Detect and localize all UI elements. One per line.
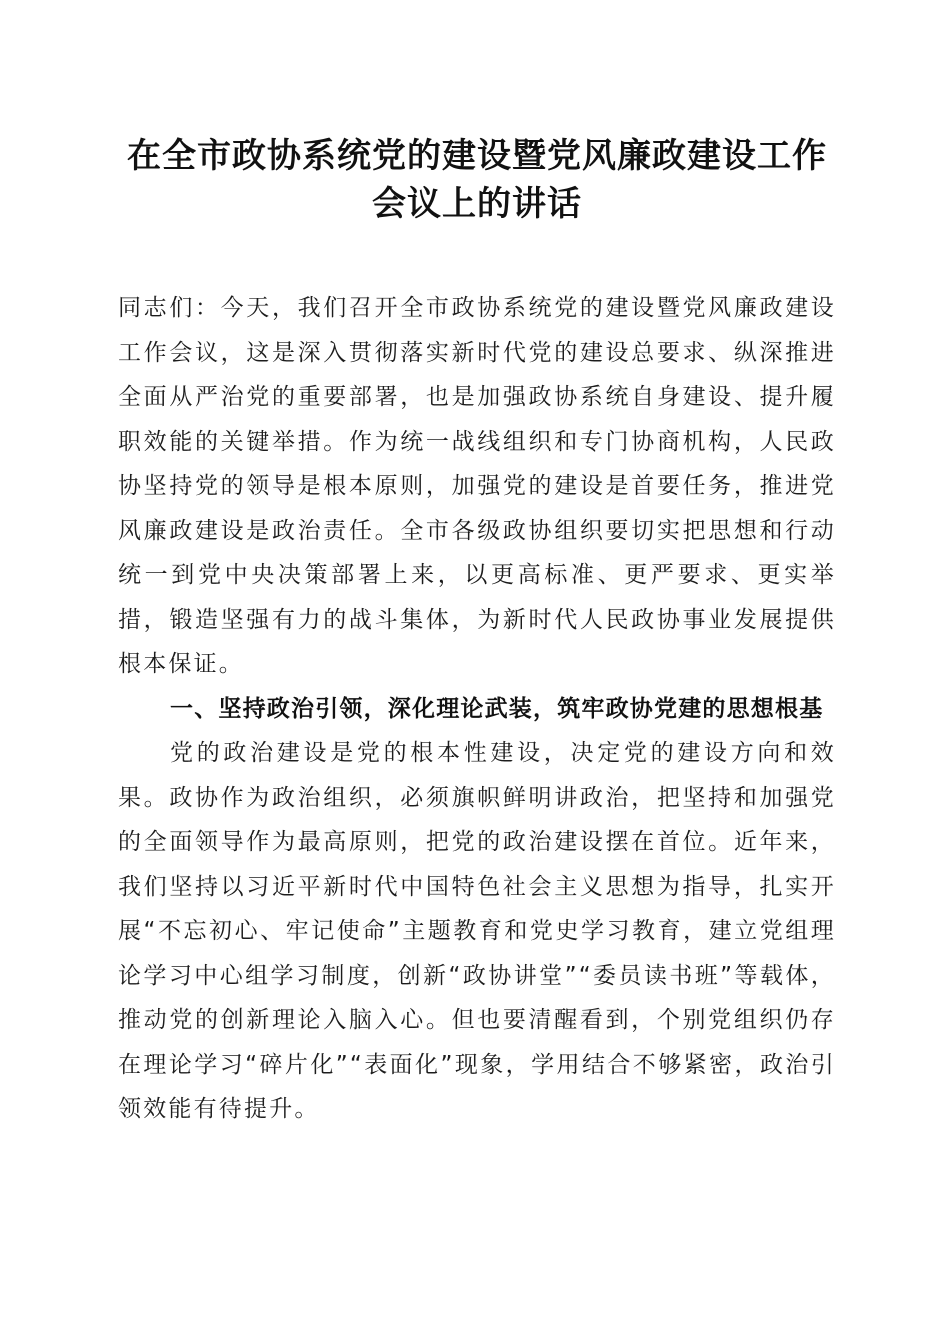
title-line-1: 在全市政协系统党的建设暨党风廉政建设工作 [127, 136, 827, 176]
intro-paragraph: 同志们：今天，我们召开全市政协系统党的建设暨党风廉政建设工作会议，这是深入贯彻落实新时代党的建设总要求、纵深推进全面从严治党的重要部署，也是加强政协系统自身建设、提升履职效能的关键举措。作为统一战线组织和专门协商机构，人民政协坚持党的领导是根本原则，加强党的建设是首要任务，推进党风廉政建设是政治责任。全市各级政协组织要切实把思想和行动统一到党中央决策部署上来，以更高标准、更严要求、更实举措，锻造坚强有力的战斗集体，为新时代人民政协事业发展提供根本保证。 [118, 295, 836, 677]
document-title [118, 132, 836, 228]
section-1-paragraph-1: 党的政治建设是党的根本性建设，决定党的建设方向和效果。政协作为政治组织，必须旗帜鲜明讲政治，把坚持和加强党的全面领导作为最高原则，把党的政治建设摆在首位。近年来，我们坚持以习近平新时代中国特色社会主义思想为指导，扎实开展“不忘初心、牢记使命”主题教育和党史学习教育，建立党组理论学习中心组学习制度，创新“政协讲堂”“委员读书班”等载体，推动党的创新理论入脑入心。但也要清醒看到，个别党组织仍存在理论学习“碎片化”“表面化”现象，学用结合不够紧密，政治引领效能有待提升。 [118, 740, 836, 1122]
title-line-2: 会议上的讲话 [372, 184, 582, 224]
section-1-heading: 一、坚持政治引领，深化理论武装，筑牢政协党建的思想根基 [170, 695, 824, 722]
document-page [118, 132, 836, 1132]
